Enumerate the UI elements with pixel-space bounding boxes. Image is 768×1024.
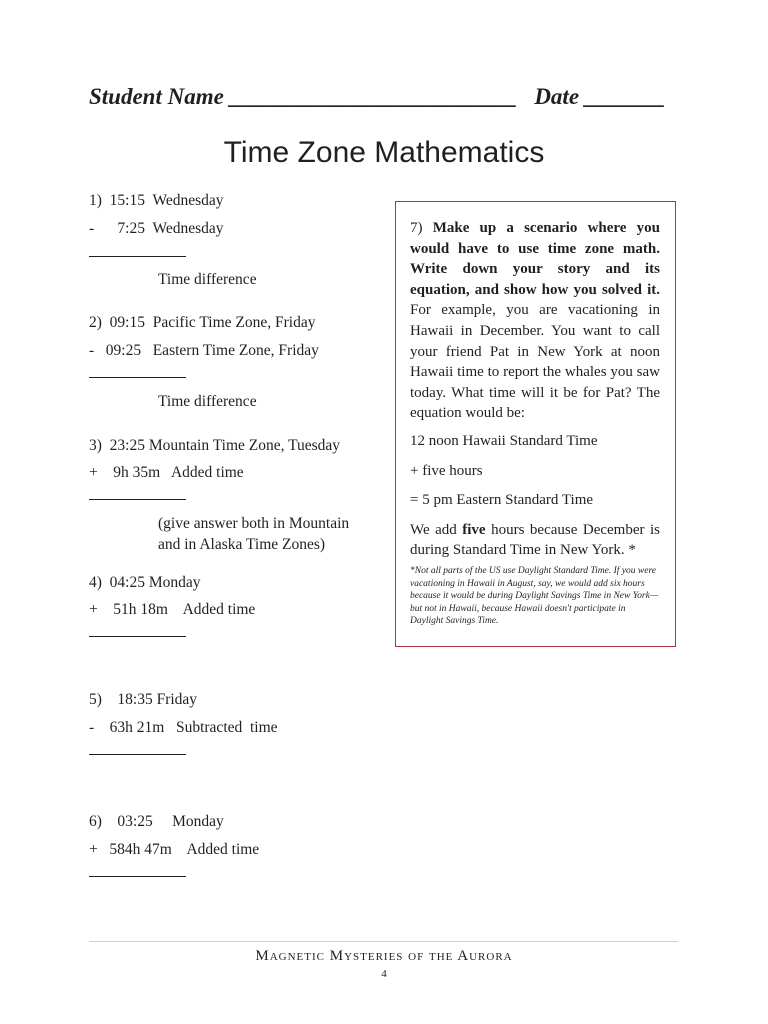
- problem-7-conclusion: [410, 520, 660, 561]
- problem-7-instructions: Make up a scenario where you would have to use time zone math. Write down your story and its equation, and show how you solved it.: [410, 220, 660, 298]
- problem-7-number: 7): [410, 220, 433, 236]
- footer-divider: [89, 941, 678, 942]
- problem-1-line-2: - 7:25 Wednesday: [89, 220, 224, 237]
- problem-5-answer-rule: [89, 754, 186, 755]
- page-number: 4: [381, 968, 387, 980]
- problem-5-line-1: 5) 18:35 Friday: [89, 691, 198, 708]
- problem-2-line-1: 2) 09:15 Pacific Time Zone, Friday: [89, 314, 316, 331]
- problem-3-answer-rule: [89, 499, 186, 500]
- conclusion-bold: five: [462, 521, 486, 538]
- problem-7-example: For example, you are vacationing in Hawaii in December. You want to call your friend Pat in New York at noon Hawaii time to report the whales you saw today. What time will it be for Pat? The equation would be:: [410, 302, 660, 422]
- equation-line-1: 12 noon Hawaii Standard Time: [410, 432, 598, 449]
- problem-5-line-2: - 63h 21m Subtracted time: [89, 719, 278, 736]
- problem-4-line-2: + 51h 18m Added time: [89, 601, 256, 618]
- problem-6-answer-rule: [89, 876, 186, 877]
- footnote: *Not all parts of the US use Daylight Standard Time. If you were vacationing in Hawaii in August, say, we would add six hours because it would be during Daylight Savings Time in New York—but not in Hawaii, because Hawaii doesn't participate in Daylight Savings Time.: [410, 565, 659, 627]
- problem-6-line-1: 6) 03:25 Monday: [89, 813, 224, 830]
- problem-2-line-2: - 09:25 Eastern Time Zone, Friday: [89, 342, 319, 359]
- problem-1-label: Time difference: [158, 271, 257, 288]
- problem-1-answer-rule: [89, 256, 186, 257]
- equation-line-2: + five hours: [410, 462, 483, 479]
- student-name-date-line: Student Name _________________________ Date _______: [89, 84, 666, 109]
- problem-4-answer-rule: [89, 636, 186, 637]
- problem-7-box: [395, 201, 676, 647]
- page-title: Time Zone Mathematics: [223, 136, 545, 169]
- conclusion-pre: We add: [410, 521, 463, 538]
- problem-3-line-1: 3) 23:25 Mountain Time Zone, Tuesday: [89, 437, 341, 454]
- problem-3-line-2: + 9h 35m Added time: [89, 464, 244, 481]
- problem-3-note-line-2: and in Alaska Time Zones): [158, 536, 326, 553]
- problem-6-line-2: + 584h 47m Added time: [89, 841, 260, 858]
- problem-1-line-1: 1) 15:15 Wednesday: [89, 192, 224, 209]
- conclusion-post: hours because December is during Standard Time in New York. *: [410, 521, 660, 559]
- problem-3-note-line-1: (give answer both in Mountain: [158, 515, 350, 532]
- footer-title: Magnetic Mysteries of the Aurora: [255, 948, 513, 964]
- problem-7-prompt: [410, 218, 660, 424]
- equation-line-3: = 5 pm Eastern Standard Time: [410, 492, 594, 509]
- problem-2-answer-rule: [89, 377, 186, 378]
- problem-2-label: Time difference: [158, 393, 257, 410]
- problem-4-line-1: 4) 04:25 Monday: [89, 574, 201, 591]
